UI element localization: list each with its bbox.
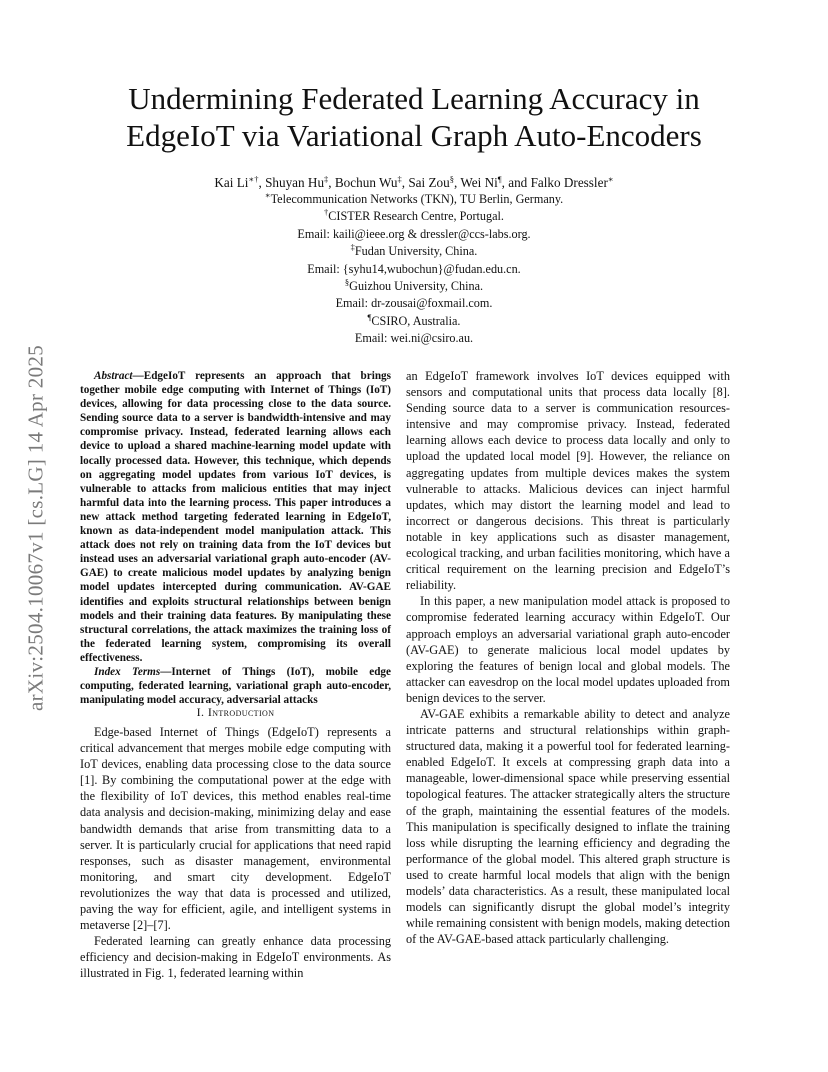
abstract-label: Abstract [94, 370, 133, 382]
affiliations [60, 191, 768, 348]
left-column-body [80, 724, 391, 982]
email-line: Email: wei.ni@csiro.au. [354, 331, 474, 346]
index-terms: Index Terms—Internet of Things (IoT), mobile edge computing, federated learning, variational graph auto-encoder, manipulating model accuracy, adversarial attacks [80, 665, 391, 707]
arxiv-stamp [0, 0, 70, 1072]
author: Falko Dressler∗ [530, 174, 614, 190]
affiliation-line: §Guizhou University, China. [344, 277, 484, 294]
paragraph: an EdgeIoT framework involves IoT devices equipped with sensors and computational units that process data locally [8]. Sending source data to a server is communication resources-intensive and may compromise privacy. Instead, federated learning allows each device to process data locally and only to upload the updated local model [9]. However, the reliance on aggregating updates from multiple devices makes the system vulnerable to attacks. Malicious devices can inject harmful updates, which may distort the learning model and lead to incorrect or dangerous decisions. This threat is particularly notable in key applications such as disaster management, ecological tracking, and urban facilities monitoring, which have a critical requirement on the learning precision and EdgeIoT’s reliability. [406, 369, 730, 593]
section-title: Introduction [207, 705, 275, 719]
paragraph: In this paper, a new manipulation model attack is proposed to compromise federated learning accuracy within EdgeIoT. Our approach employs an adversarial variational graph auto-encoder (AV-GAE) to generate malicious local model updates by exploring the features of benign local and global models. The attacker can eavesdrop on the local model updates uploaded from benign devices to the server. [406, 594, 730, 705]
author: Bochun Wu‡, [334, 174, 409, 190]
paragraph: Federated learning can greatly enhance data processing efficiency and decision-making in EdgeIoT environments. As illustrated in Fig. 1, federated learning within [80, 934, 391, 981]
section-heading [80, 705, 391, 720]
email-line: Email: {syhu14,wubochun}@fudan.edu.cn. [307, 261, 521, 276]
title-line-1: Undermining Federated Learning Accuracy in [128, 81, 700, 116]
index-terms-label: Index Terms [94, 665, 161, 678]
affiliation-line: ∗Telecommunication Networks (TKN), TU Berlin, Germany. [264, 190, 564, 206]
index-terms-text: Internet of Things (IoT), mobile edge computing, federated learning, variational graph auto-encoder, manipulating model accuracy, adversarial attacks [80, 665, 391, 707]
abstract-text: EdgeIoT represents an approach that brings together mobile edge computing with Internet of Things (IoT) devices, allowing for data processing close to the data source. Sending source data to a server is bandwidth-intensive and may compromise privacy. Instead, federated learning allows each device to upload a shared machine-learning model update with locally processed data. However, this technique, which depends on aggregating model updates from various IoT devices, is vulnerable to attacks from malicious entities that may inject harmful data into the learning process. This paper introduces a new attack method targeting federated learning in EdgeIoT, known as data-independent model manipulation attack. This attack does not rely on training data from the IoT devices but instead uses an adversarial variational graph auto-encoder (AV-GAE) to create malicious model updates by analyzing benign model updates intercepted during communication. AV-GAE identifies and exploits structural relationships between benign models and their training data features. By manipulating these structural correlations, the attack maximizes the training loss of the federated learning system, compromising its overall effectiveness. [80, 370, 391, 664]
abstract: Abstract—EdgeIoT represents an approach that brings together mobile edge computing with Internet of Things (IoT) devices, allowing for data processing close to the data source. Sending source data to a server is bandwidth-intensive and may compromise privacy. Instead, federated learning allows each device to upload a shared machine-learning model update with locally processed data. However, this technique, which depends on aggregating model updates from various IoT devices, is vulnerable to attacks from malicious entities that may inject harmful data into the learning process. This paper introduces a new attack method targeting federated learning in EdgeIoT, known as data-independent model manipulation attack. This attack does not rely on training data from the IoT devices but instead uses an adversarial variational graph auto-encoder (AV-GAE) to create malicious model updates by analyzing benign model updates intercepted during communication. AV-GAE identifies and exploits structural relationships between benign models and their training data features. By manipulating these structural correlations, the attack maximizes the training loss of the federated learning system, compromising its overall effectiveness. [80, 370, 391, 664]
affiliation-line: ¶CSIRO, Australia. [367, 311, 461, 328]
email-line: Email: kaili@ieee.org & dressler@ccs-labs.org. [297, 226, 531, 241]
author: Shuyan Hu‡, [265, 174, 335, 190]
email-line: Email: dr-zousai@foxmail.com. [335, 296, 493, 311]
author: Wei Ni¶, and [460, 174, 531, 190]
section-number: I. [196, 705, 205, 719]
paper-title [60, 80, 768, 154]
author: Kai Li∗†, [214, 174, 266, 190]
arxiv-id: arXiv:2504.10067v1 [cs.LG] 14 Apr 2025 [23, 344, 48, 712]
right-column-body [406, 368, 730, 947]
affiliation-line: †CISTER Research Centre, Portugal. [324, 207, 504, 224]
abstract-block [80, 369, 391, 707]
paragraph: AV-GAE exhibits a remarkable ability to detect and analyze intricate patterns and structural relationships within graph-structured data, making it a powerful tool for federated learning-enabled EdgeIoT. It excels at compressing graph data into a manageable, lower-dimensional space while preserving essential topological features. The attacker strategically alters the structure of the graph, maintaining the essential features of the models. This manipulation is specifically designed to inflate the training loss while disrupting the learning efficiency and degrading the performance of the global model. This altered graph structure is used to create harmful local models that align with the benign models’ data characteristics. As a result, these manipulated local models can significantly disrupt the global model’s integrity while remaining consistent with benign models, making detection of the AV-GAE-based attack particularly challenging. [406, 706, 730, 947]
title-line-2: EdgeIoT via Variational Graph Auto-Encoders [126, 118, 702, 153]
author-list [60, 174, 768, 191]
author: Sai Zou§, [408, 174, 461, 190]
paragraph: Edge-based Internet of Things (EdgeIoT) represents a critical advancement that merges mobile edge computing with IoT devices, enabling data processing close to the data source [1]. By combining the computational power at the edge with the flexibility of IoT devices, this method enables real-time data analysis and decision-making, minimizing delay and ease bandwidth demands that arise from transmitting data to a server. It is particularly crucial for applications that need rapid responses, such as disaster management, environmental monitoring, and smart city development. EdgeIoT revolutionizes the way that data is processed and utilized, paving the way for efficient, agile, and intelligent systems in metaverse [2]–[7]. [80, 725, 391, 933]
affiliation-line: ‡Fudan University, China. [350, 242, 478, 259]
